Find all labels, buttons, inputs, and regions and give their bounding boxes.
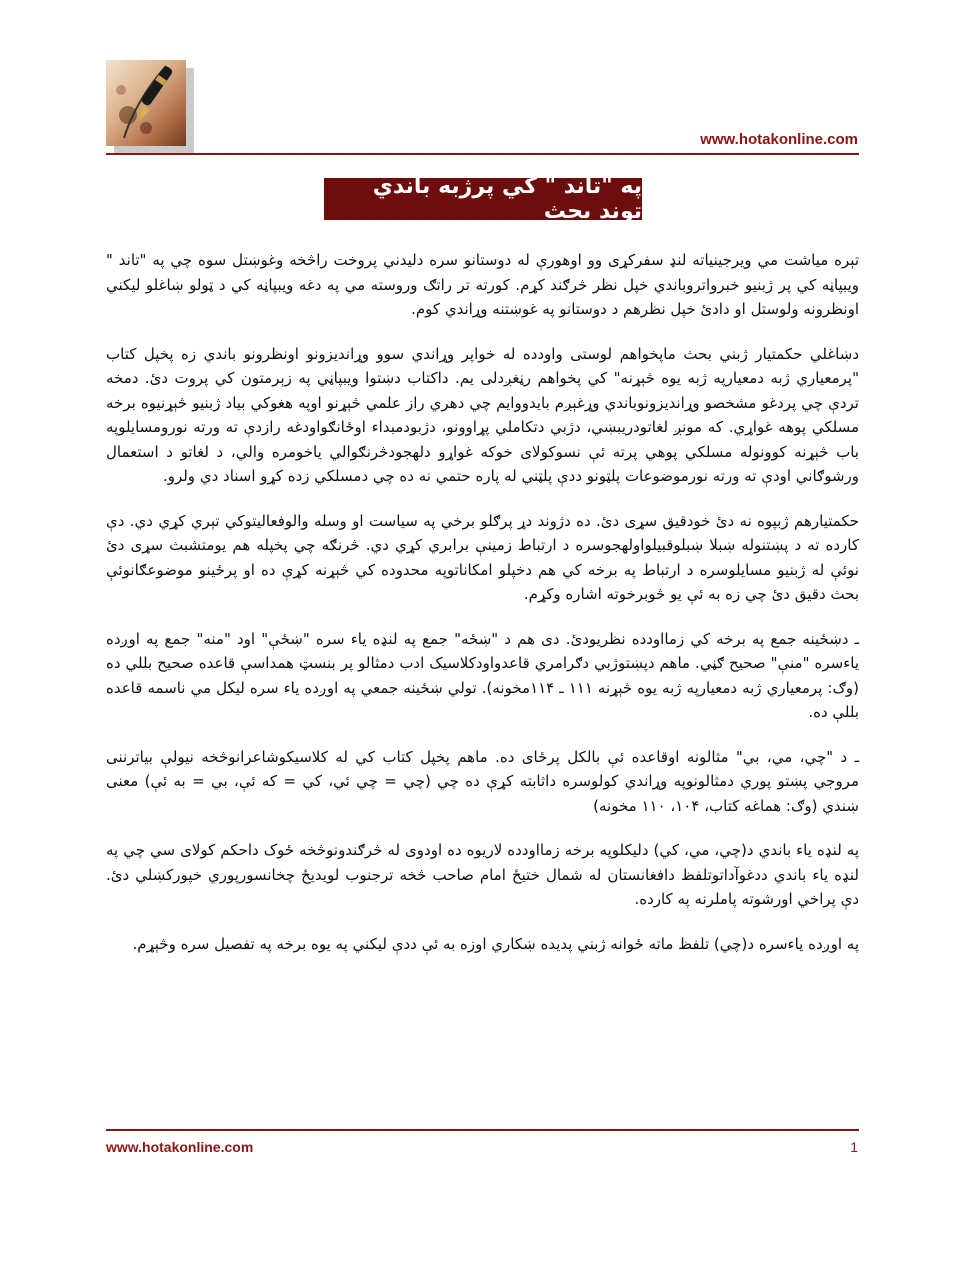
paragraph: په لنډه یاء باندي د(چي، مي، کي) دلیکلوپه برخه زمااودده لاریوه ده اودوی له څرګندونوڅخه ځوک داحکم کولای سي چي په لنډه یاء باندي ددغوآداتوتلفظ دافغانستان له شمال ختیځ امام صاحب څخه ترجنوب لویدیځ چخانسورپوري خپورکښلي دئ. دې پراخي اورشوته پاملرنه په کارده.	[106, 841, 859, 908]
paragraph: ـ د "چي، مي، بي" مثالونه اوقاعده ئې بالکل پرځای ده. ماهم پخپل کتاب کي له کلاسیکوشاعرانوڅخه نیولې بیاترننی مروجي پښتو پوري دمثالونوپه وړاندي کولوسره داثابته کړې ده چي (چي = چي ئي، کي = که ئې، بي = به ئې) معنی ښندي (وګ: هماغه کتاب، ۱۰۴، ۱۱۰ مخونه)	[106, 747, 859, 815]
header-site-url[interactable]: www.hotakonline.com	[700, 131, 858, 148]
fountain-pen-icon	[106, 60, 186, 146]
paragraph: په اوږده یاءسره د(چي) تلفظ ماته ځوانه ژبني پدیده ښکاري اوزه به ئې ددې لیکني په یوه برخه په تفصیل سره وڅېړم.	[132, 934, 859, 953]
paragraph: ـ دښځینه جمع په برخه کي زمااودده نظریودئ. دی هم د "ښځه" جمع په لنډه یاء سره "ښځې" اود "منه" جمع په اوږده یاءسره "منې" صحیح ګڼي. ماهم دپښتوژبي دګرامري قاعدواودکلاسیک ادب دمثالو پر بنسټ همداسې قاعده صحیح بللي ده (وګ: پرمعیاري ژبه دمعیارپه ژبه یوه څېړنه ۱۱۱ ـ ۱۱۴مخونه). تولي ښځینه جمعي په اوږده یاء سره لیکل مي ناسمه قاعده بللې ده.	[106, 629, 859, 721]
article-body	[106, 248, 859, 976]
paragraph: دښاغلي حکمتيار ژبني بحث ماپخواهم لوستی واودده له خواپر وړاندي سوو وړاندیزونو اونظرونو باندي زه پخپل کتاب "پرمعیاري ژبه دمعیارپه ژبه یوه څېړنه" کي پخواهم رڼغږدلی یم. داکتاب دښتوا ویبپاڼي په زېرمتون کي پروت دئ. دمخه تردې چي پردغو مشخصو وړاندیزونوباندي وړغېږم بایدووایم چي دهري راز علمي څېړنو اوپه هغوکي بیاد ژبنيو څېړنيوه برخه مسلکي پوهه غواړي. که مونږ لغاتودریبښي، دژبي دتکاملي پړاوونو، دژبودمبداء اوځانګواودغه رازدې ته ورته نورومسایلوپه باب څېړنه کوونوله مسلکي پوهي پرته ئې نسوکولای خوکه غواړو دلهجودڅرنګوالي یاخومره والي، د لغاتو د استعمال ورشوګاني اودې ته ورته نورموضوعات پلټونو ددې پلټني له پاره حتمي نه ده چي دمسلکي زده کړو اسناد دي ولرو.	[106, 344, 859, 485]
paragraph: تېره میاشت مي ویرجینیاته لنډ سفرکړی وو اوهورې له دوستانو سره دليدني پروخت راڅخه وغوښتل سوه چي په "تاند " ویبپاڼه کي پر ژبنيو خبرواتروباندي خپل نظر څرګند کړم. کورته تر راتګ وروسته مي په دغه ویبپاڼه کي د ټولو ښاغلو ليکني اونظرونه ولوستل او دادئ خپل نظرهم د دوستانو په غوښتنه وړاندي کوم.	[106, 251, 859, 318]
article-title: په "تاند " کي پرژبه باندي توند بحث	[324, 178, 642, 220]
footer-divider	[106, 1129, 859, 1131]
page-number: 1	[850, 1139, 858, 1155]
paragraph: حکمتیارهم ژبپوه نه دئ خودقیق سړی دئ. ده دژوند دړ پرګلو برخي په سیاست او وسله والوفعالیتوکي تېري کړي دي. دې کارده ته د پښتنوله ښبلا ښبلوقبیلواولهجوسره د ارتباط زمينې برابري کړي دي. څرنګه چي پخپله هم یومتشبث سړی دئ نوئې له ژبنيو مسایلوسره د ارتباط په برخه کي هم دخپلو امکاناتوپه محدوده کي څېړنه کړې ده او پرځينو موضوعګانوئې بحث دقیق دئ چي زه به ئې یو څوبرخوته اشاره وکړم.	[106, 511, 859, 603]
footer-site-url[interactable]: www.hotakonline.com	[106, 1139, 254, 1155]
header-divider	[106, 153, 859, 155]
